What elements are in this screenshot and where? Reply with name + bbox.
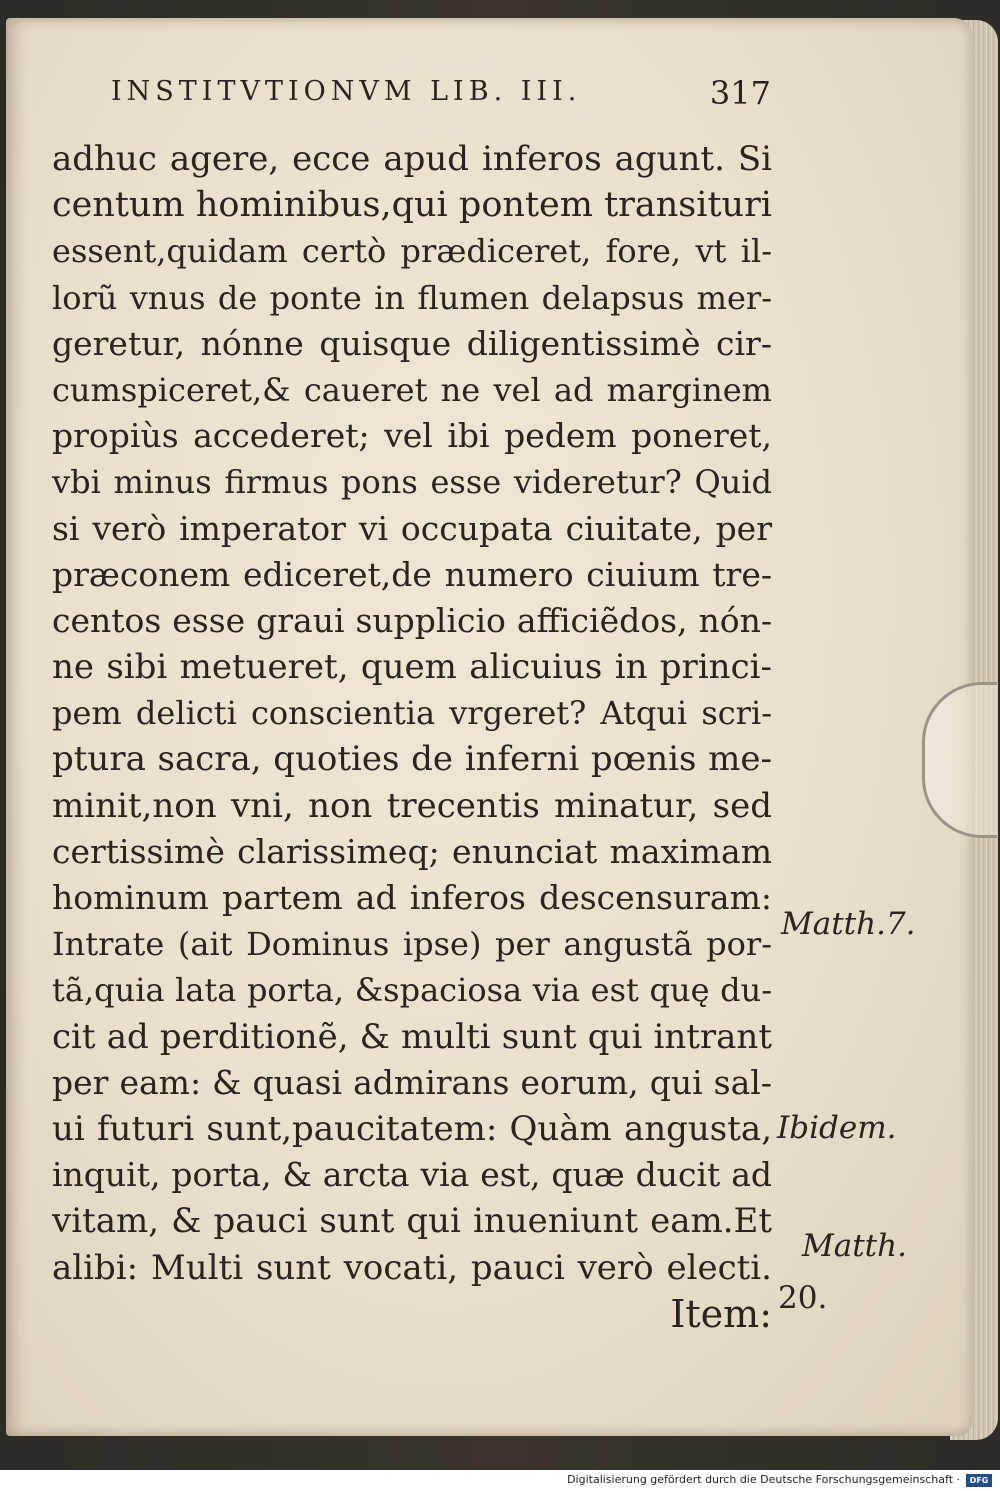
text-line: tã,quia lata porta, &spaciosa via est quę du- — [52, 971, 772, 1010]
text-line: cumspiceret,& caueret ne vel ad marginem — [52, 370, 772, 409]
margin-note-matth-20: Matth. — [802, 1228, 907, 1264]
text-line: pem delicti conscientia vrgeret? Atqui scri- — [52, 694, 772, 733]
text-line: minit,non vni, non trecentis minatur, sed — [52, 785, 772, 826]
text-line: præconem ediceret,de numero ciuium tre- — [52, 554, 772, 594]
text-line: cit ad perditionẽ, & multi sunt qui intrant — [52, 1016, 772, 1057]
text-line: certissimè clarissimeq; enunciat maximam — [52, 831, 772, 871]
running-head: INSTITVTIONVM LIB. III. — [111, 76, 582, 107]
margin-note-matth-20-number: 20. — [778, 1280, 828, 1316]
text-line: centos esse graui supplicio afficiẽdos, nón- — [52, 600, 772, 640]
text-line: centum hominibus,qui pontem transituri — [52, 185, 772, 226]
text-line: ui futuri sunt,paucitatem: Quàm angusta, — [52, 1108, 772, 1149]
body-text — [52, 136, 772, 1337]
page-number: 317 — [709, 74, 771, 112]
text-line: vitam, & pauci sunt qui inueniunt eam.Et — [52, 1201, 772, 1242]
text-line: geretur, nónne quisque diligentissimè cir- — [52, 323, 772, 363]
text-line: lorũ vnus de ponte in flumen delapsus mer- — [52, 278, 772, 317]
credit-bar — [0, 1470, 1000, 1491]
text-line: alibi: Multi sunt vocati, pauci verò electi. — [52, 1247, 772, 1288]
text-line: ptura sacra, quoties de inferni pœnis me- — [52, 739, 772, 780]
text-line: Intrate (ait Dominus ipse) per angustã por- — [52, 925, 772, 964]
text-line: vbi minus firmus pons esse videretur? Quid — [52, 463, 772, 502]
catchword: Item: — [670, 1291, 772, 1336]
page-header — [111, 76, 771, 126]
credit-text: Digitalisierung gefördert durch die Deutsche Forschungsgemeinschaft · — [567, 1473, 960, 1486]
margin-note-matth-7: Matth.7. — [781, 906, 916, 942]
text-line: si verò imperator vi occupata ciuitate, per — [52, 508, 772, 548]
text-line: essent,quidam certò prædiceret, fore, vt il- — [52, 232, 772, 271]
dfg-logo-icon: DFG — [966, 1474, 992, 1487]
text-line: hominum partem ad inferos descensuram: — [52, 878, 772, 917]
text-line: inquit, porta, & arcta via est, quæ ducit ad — [52, 1155, 772, 1195]
book-page — [6, 18, 972, 1436]
margin-note-ibidem: Ibidem. — [777, 1110, 897, 1146]
text-line: per eam: & quasi admirans eorum, qui sal- — [52, 1062, 772, 1102]
text-line: adhuc agere, ecce apud inferos agunt. Si — [52, 139, 772, 179]
text-line: propiùs accederet; vel ibi pedem poneret, — [52, 416, 772, 456]
text-line: ne sibi metueret, quem alicuius in princi- — [52, 647, 772, 688]
